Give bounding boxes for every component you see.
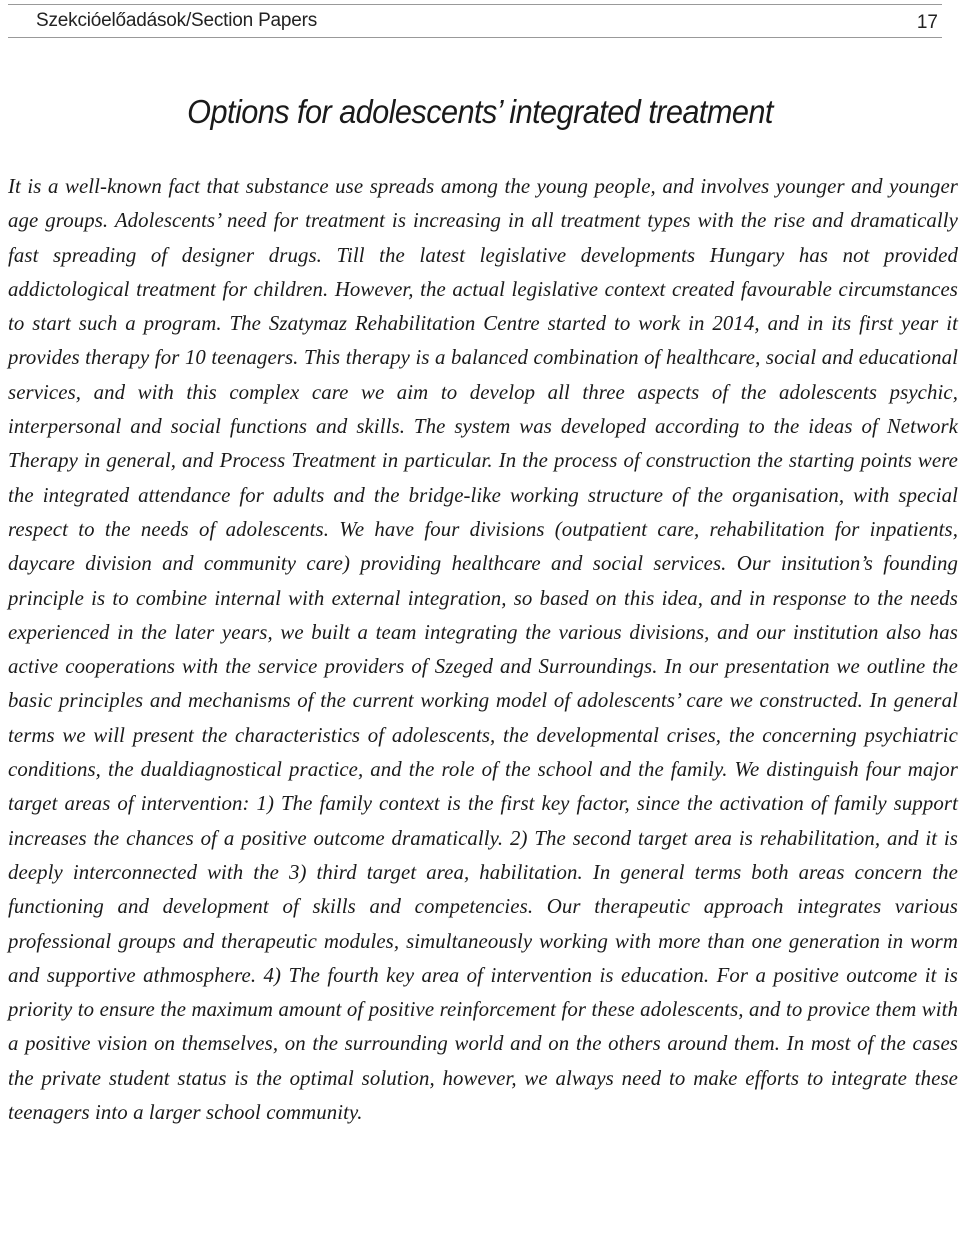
article-title: Options for adolescents’ integrated treatment — [187, 93, 773, 130]
abstract-paragraph: It is a well-known fact that substance use spreads among the young people, and involves younger and younger age groups. Adolescents’ need for treatment is increasing in all treatment types with the rise and dramatically fast spreading of designer drugs. Till the latest legislative developments Hungary has not provided addictological treatment for children. However, the actual legislative context created favourable circumstances to start such a program. The Szatymaz Rehabilitation Centre started to work in 2014, and in its first year it provides therapy for 10 teenagers. This therapy is a balanced combination of healthcare, social and educational services, and with this complex care we aim to develop all three aspects of the adolescents psychic, interpersonal and social functions and skills. The system was developed according to the ideas of Network Therapy in general, and Process Treatment in particular. In the process of construction the starting points were the integrated attendance for adults and the bridge-like working structure of the organisation, with special respect to the needs of adolescents. We have four divisions (outpatient care, rehabilitation for inpatients, daycare division and community care) providing healthcare and social services. Our insitution’s founding principle is to combine internal with external integration, so based on this idea, and in response to the needs experienced in the later years, we built a team integrating the various divisions, and our institution also has active cooperations with the service providers of Szeged and Surroundings. In our presentation we outline the basic principles and mechanisms of the current working model of adolescents’ care we constructed. In general terms we will present the characteristics of adolescents, the developmental crises, the concerning psychiatric conditions, the dualdiagnostical practice, and the role of the school and the family. We distinguish four major target areas of intervention: 1) The family context is the first key factor, since the activation of family support increases the chances of a positive outcome dramatically. 2) The second target area is rehabilitation, and it is deeply interconnected with the 3) third target area, habilitation. In general terms both areas concern the functioning and development of skills and competencies. Our therapeutic approach integrates various professional groups and therapeutic modules, simultaneously working with more than one generation in worm and supportive athmosphere. 4) The fourth key area of intervention is education. For a positive outcome it is priority to ensure the maximum amount of positive reinforcement for these adolescents, and to provice them with a positive vision on themselves, on the surrounding world and on the others around them. In most of the cases the private student status is the optimal solution, however, we always need to make efforts to integrate these teenagers into a larger school community. — [8, 175, 958, 1125]
section-label: Szekcióelőadások/Section Papers — [36, 10, 318, 31]
page-number: 17 — [916, 12, 938, 33]
running-header — [8, 4, 942, 38]
